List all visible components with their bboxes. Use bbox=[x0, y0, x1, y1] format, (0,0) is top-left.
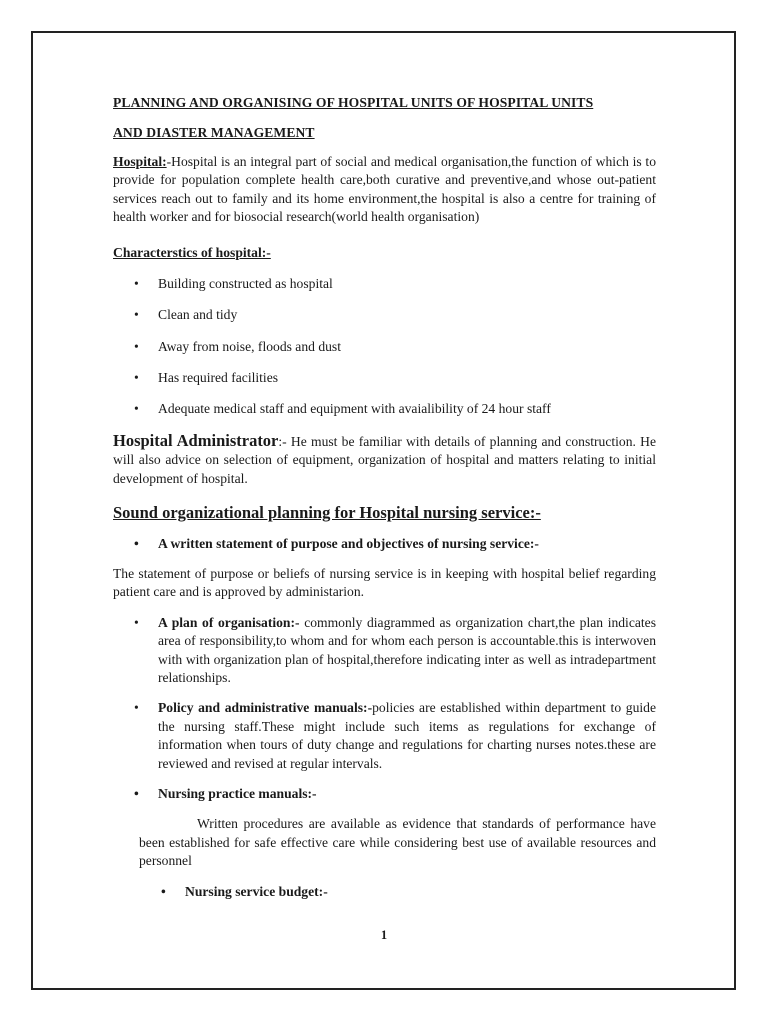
hospital-label: Hospital: bbox=[113, 153, 167, 169]
document-body bbox=[113, 94, 656, 901]
list-item: • Building constructed as hospital bbox=[113, 275, 656, 293]
document-title-line2: AND DIASTER MANAGEMENT bbox=[113, 125, 315, 141]
policy-label: Policy and administrative manuals:- bbox=[158, 700, 373, 716]
list-item: • Away from noise, floods and dust bbox=[113, 338, 656, 356]
policy-item bbox=[113, 699, 656, 773]
administrator-text: :- He must be familiar with details of planning and construction. He will also advice on selection of equipment, organization of hospital and matters relating to initial development of hospital. bbox=[113, 433, 656, 486]
list-item: • Clean and tidy bbox=[113, 306, 656, 324]
characteristics-list bbox=[113, 275, 656, 419]
hospital-definition bbox=[113, 153, 656, 227]
policy-text: policies are established within department to guide the nursing staff.These might include such items as regulations for exchange of information when tours of duty change and regulations for charting nurses notes.these are reviewed and revised at regular intervals. bbox=[158, 700, 656, 771]
sound-planning-list-1 bbox=[113, 535, 656, 553]
practice-paragraph: Written procedures are available as evidence that standards of performance have been established for safe effective care while considering best use of available resources and personnel bbox=[139, 816, 656, 869]
sound-planning-heading: Sound organizational planning for Hospital nursing service:- bbox=[113, 503, 541, 523]
budget-item: • Nursing service budget:- bbox=[113, 883, 656, 901]
administrator-label: Hospital Administrator bbox=[113, 430, 279, 450]
plan-label: A plan of organisation:- bbox=[158, 614, 300, 630]
plan-text: commonly diagrammed as organization chart,the plan indicates area of responsibility,to whom and for whom each person is accountable.this is interwoven with with organization plan of hospital,therefore indicating inter as well as intradepartment relationships. bbox=[158, 614, 657, 685]
administrator-paragraph bbox=[113, 432, 656, 488]
written-statement-paragraph: The statement of purpose or beliefs of nursing service is in keeping with hospital belief regarding patient care and is approved by administarion. bbox=[113, 565, 656, 600]
list-item: • Adequate medical staff and equipment with avaialibility of 24 hour staff bbox=[113, 400, 656, 418]
list-item: • Has required facilities bbox=[113, 369, 656, 387]
sound-planning-list-2 bbox=[113, 614, 656, 804]
characteristics-heading: Characterstics of hospital:- bbox=[113, 245, 271, 261]
written-statement-item: • A written statement of purpose and objectives of nursing service:- bbox=[113, 535, 656, 553]
document-title-line1: PLANNING AND ORGANISING OF HOSPITAL UNITS OF HOSPITAL UNITS bbox=[113, 95, 594, 110]
hospital-text: -Hospital is an integral part of social and medical organisation,the function of which is to provide for population complete health care,both curative and preventive,and whose out-patient services reach out to family and its home environment,the hospital is also a centre for training of health worker and for biosocial research(world health organisation) bbox=[113, 153, 656, 225]
plan-item bbox=[113, 614, 656, 688]
practice-item: • Nursing practice manuals:- bbox=[113, 785, 656, 803]
page-number: 1 bbox=[380, 928, 388, 942]
